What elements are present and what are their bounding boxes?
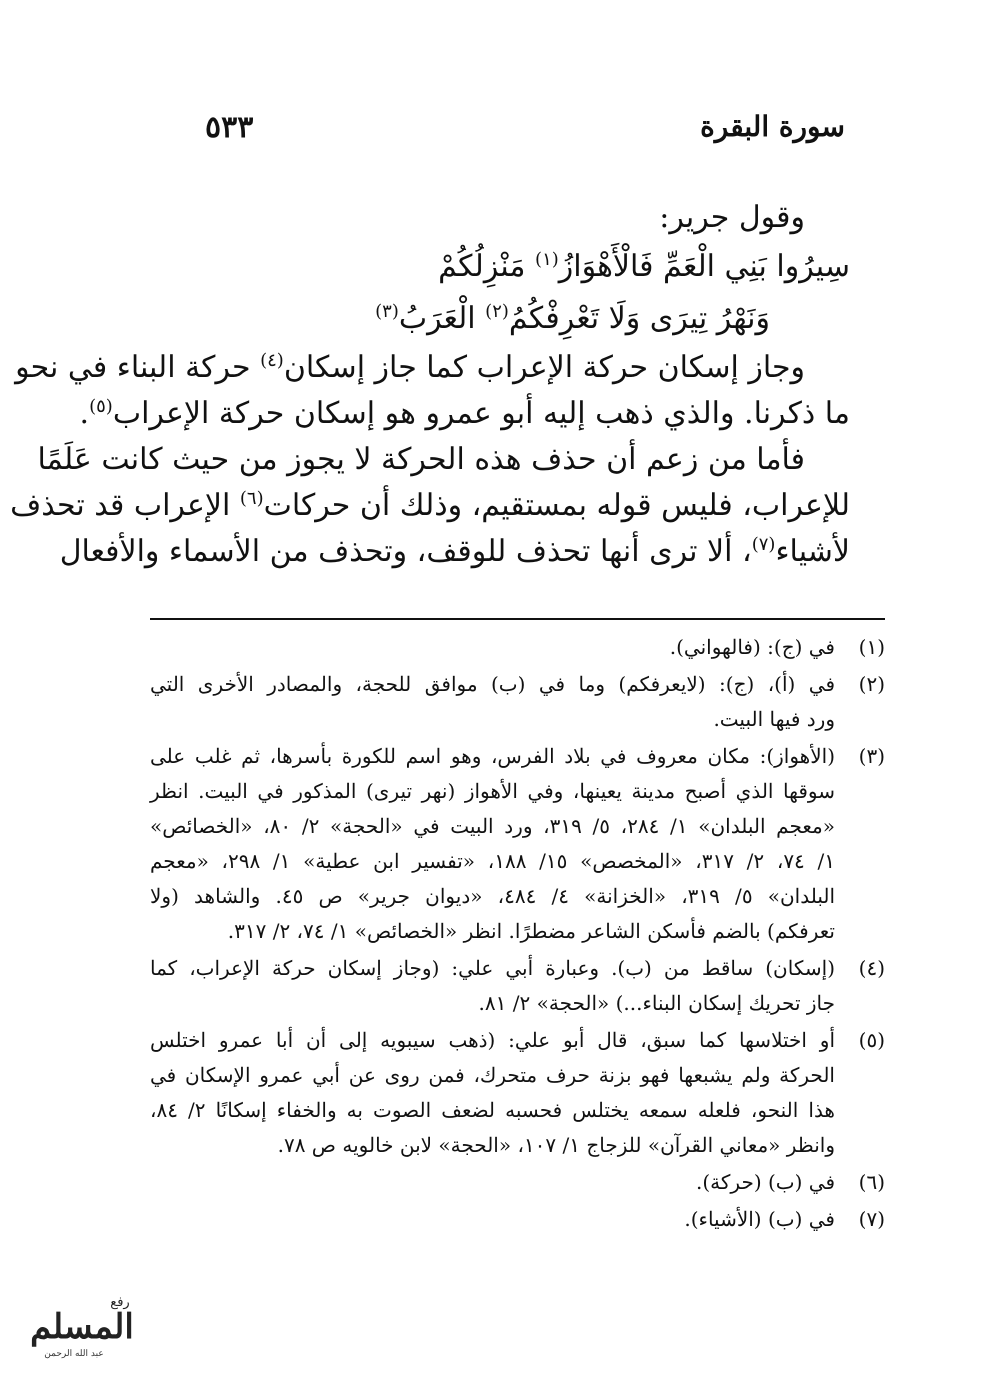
paragraph-2-line-2	[10, 483, 850, 529]
footnote	[150, 630, 885, 665]
footnote-line: هذا النحو، فلعله سمعه يختلس فحسبه لضعف الصوت به والخفاء إسكانًا ٢/ ٨٤،	[150, 1098, 835, 1122]
page-header	[205, 110, 845, 150]
footnote	[150, 1023, 885, 1163]
footnote-line: أو اختلاسها كما سبق، قال أبو علي: (ذهب سيبويه إلى أن أبا عمرو اختلس	[150, 1028, 835, 1052]
paragraph-1	[15, 345, 850, 437]
footnote-line: الحركة ولم يشبعها فهو بزنة حرف متحرك، فمن روى عن أبي عمرو الإسكان في	[150, 1063, 835, 1087]
verse-2-part-b: الْعَرَبُ	[398, 301, 486, 336]
footnote-line: في (أ)، (ج): (لايعرفكم) وما في (ب) موافق للحجة، والمصادر الأخرى التي	[150, 672, 835, 696]
p1-l1-part-b: حركة البناء في نحو	[15, 350, 261, 385]
p1-l2-part-b: .	[79, 396, 90, 431]
paragraph-1-line-1	[15, 345, 850, 391]
footnote-line: ورد فيها البيت.	[713, 707, 835, 731]
footnote-line: في (ب) (الأشياء).	[684, 1207, 835, 1231]
footnote	[150, 951, 885, 1021]
p2-l3-part-b: ، ألا ترى أنها تحذف للوقف، وتحذف من الأسماء والأفعال	[59, 534, 752, 569]
footnote-number: (٤)	[858, 956, 885, 980]
verse-line-2	[150, 293, 850, 345]
footnote	[150, 1165, 885, 1200]
footnote-line: سوقها الذي أصبح مدينة يعينها، وفي الأهواز (نهر تيرى) المذكور في البيت. انظر	[150, 779, 835, 803]
footnote-line: البلدان» ٥/ ٣١٩، «الخزانة» ٤/ ٤٨٤، «ديوان جرير» ص ٤٥. والشاهد (ولا	[150, 884, 836, 908]
publisher-logo	[12, 1290, 152, 1360]
footnote-number: (٦)	[858, 1170, 885, 1194]
footnote-ref-6: (٦)	[239, 488, 264, 509]
logo-bottom-text: عبد الله الرحمن	[44, 1349, 104, 1359]
verse-line-1	[150, 241, 850, 293]
footnote-line: جاز تحريك إسكان البناء...) «الحجة» ٢/ ٨١.	[478, 991, 835, 1015]
footnote-number: (٣)	[858, 744, 885, 768]
footnote-ref-3: (٣)	[375, 301, 399, 322]
footnote-separator	[150, 618, 885, 620]
footnote-number: (٢)	[858, 672, 885, 696]
page-number: ٥٣٣	[205, 110, 254, 145]
paragraph-1-line-2	[79, 391, 850, 437]
footnote-line: (إسكان) ساقط من (ب). وعبارة أبي علي: (وجاز إسكان حركة الإعراب، كما	[150, 956, 835, 980]
verse-1-part-b: مَنْزِلُكُمْ	[438, 249, 536, 284]
footnote-line: تعرفكم) بالضم فأسكن الشاعر مضطرًا. انظر «الخصائص» ١/ ٧٤، ٢/ ٣١٧.	[227, 919, 835, 943]
footnote	[150, 739, 885, 949]
p1-l2-part-a: ما ذكرنا. والذي ذهب إليه أبو عمرو هو إسكان حركة الإعراب	[112, 396, 850, 431]
main-text	[10, 195, 850, 575]
footnote-ref-5: (٥)	[89, 396, 113, 417]
footnote-ref-2: (٢)	[485, 301, 509, 322]
footnote	[150, 1202, 885, 1237]
footnote-number: (٧)	[858, 1207, 885, 1231]
footnote-line: «معجم البلدان» ١/ ٢٨٤، ٥/ ٣١٩، ورد البيت في «الحجة» ٢/ ٨٠، «الخصائص»	[150, 814, 835, 838]
p1-l1-part-a: وجاز إسكان حركة الإعراب كما جاز إسكان	[283, 350, 805, 385]
p2-l3-part-a: لأشياء	[775, 534, 850, 569]
footnote-ref-4: (٤)	[260, 350, 284, 371]
logo-top-text: رفع	[110, 1295, 130, 1310]
footnote-line: في (ج): (فالهواني).	[669, 635, 835, 659]
footnote-ref-1: (١)	[535, 249, 559, 270]
footnote-number: (٥)	[858, 1028, 885, 1052]
footnote-line: ١/ ٧٤، ٢/ ٣١٧، «المخصص» ١٥/ ١٨٨، «تفسير ابن عطية» ١/ ٢٩٨، «معجم	[150, 849, 835, 873]
footnote-line: في (ب) (حركة).	[696, 1170, 835, 1194]
footnote	[150, 667, 885, 737]
footnote-number: (١)	[858, 635, 885, 659]
p2-l2-part-b: الإعراب قد تحذف	[10, 488, 240, 523]
paragraph-2-line-3	[59, 529, 850, 575]
footnote-line: وانظر «معاني القرآن» للزجاج ١/ ١٠٧، «الحجة» لابن خالويه ص ٧٨.	[277, 1133, 835, 1157]
paragraph-2-line-1: فأما من زعم أن حذف هذه الحركة لا يجوز من حيث كانت عَلَمًا	[37, 442, 805, 477]
verse-2-part-a: وَنَهْرُ تِيرَى وَلَا تَعْرِفْكُمُ	[508, 301, 770, 336]
surah-name: سورة البقرة	[700, 110, 845, 143]
logo-main-text: المسلم	[30, 1307, 134, 1347]
p2-l2-part-a: للإعراب، فليس قوله بمستقيم، وذلك أن حركات	[263, 488, 850, 523]
intro-line: وقول جرير:	[659, 200, 805, 235]
footnote-line: (الأهواز): مكان معروف في بلاد الفرس، وهو اسم للكورة بأسرها، ثم غلب على	[150, 744, 835, 768]
footnote-ref-7: (٧)	[751, 534, 776, 555]
footnotes	[150, 630, 885, 1239]
paragraph-2	[10, 437, 850, 575]
verse-1-part-a: سِيرُوا بَنِي الْعَمِّ فَالْأَهْوَازُ	[558, 249, 850, 284]
